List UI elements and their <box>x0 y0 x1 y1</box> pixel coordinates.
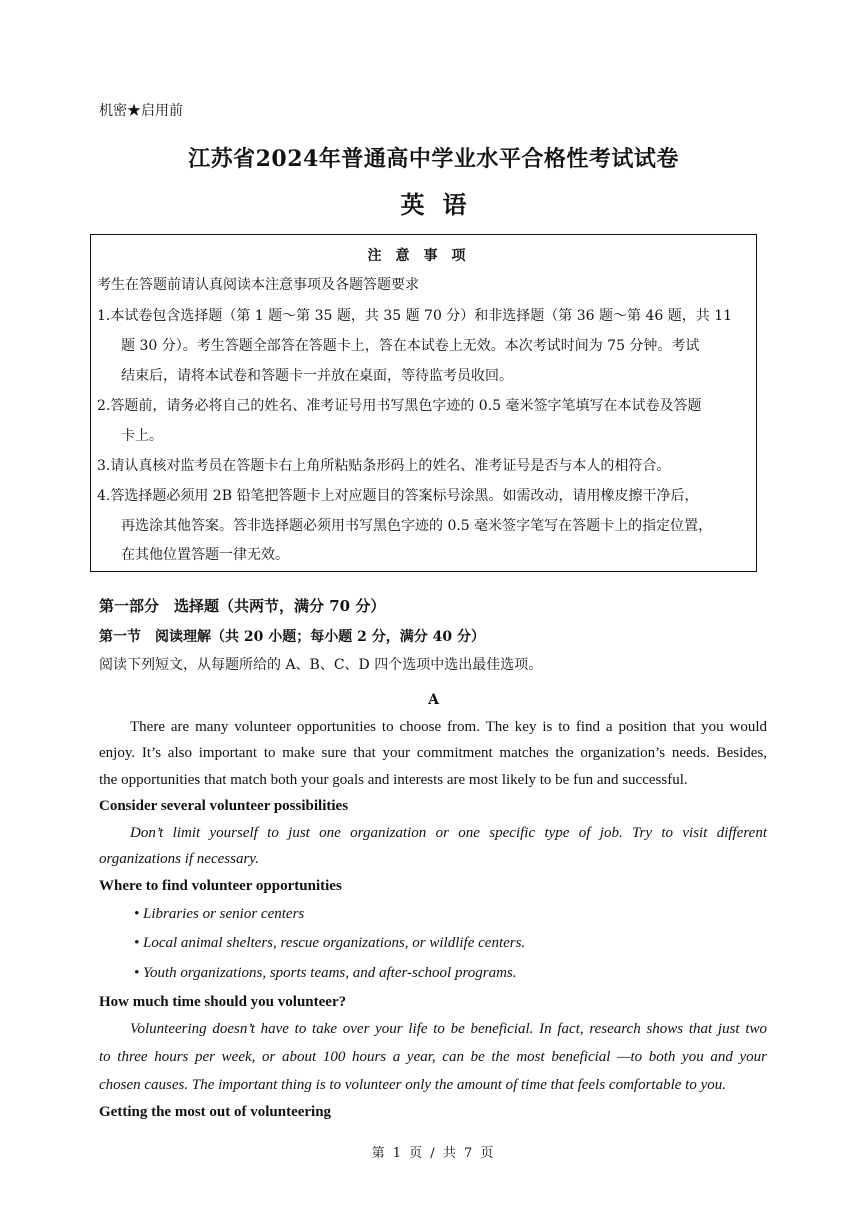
notice-line: 卡上。 <box>121 428 163 444</box>
passage-paragraph-line: enjoy. It’s also important to make sure that your commitment matches the organization’s needs. Besides, <box>99 745 767 761</box>
passage-paragraph-line: Don’t limit yourself to just one organization or one specific type of job. Try to visit different <box>130 825 767 841</box>
passage-subheading: Getting the most out of volunteering <box>99 1104 332 1120</box>
bullet-item: • Youth organizations, sports teams, and after-school programs. <box>134 965 517 981</box>
section-heading: 第一节 阅读理解（共 20 小题；每小题 2 分，满分 40 分） <box>99 629 485 645</box>
bullet-item: • Local animal shelters, rescue organizations, or wildlife centers. <box>134 935 526 951</box>
exam-title: 江苏省2024年普通高中学业水平合格性考试试卷 <box>188 146 679 172</box>
passage-paragraph-line: Volunteering doesn’t have to take over your life to be beneficial. In fact, research shows that just two <box>130 1021 767 1037</box>
notice-line: 1.本试卷包含选择题（第 1 题～第 35 题，共 35 题 70 分）和非选择题（第 36 题～第 46 题，共 11 <box>97 308 733 324</box>
passage-paragraph-line: There are many volunteer opportunities to choose from. The key is to find a position that you would <box>130 719 767 735</box>
passage-subheading: Where to find volunteer opportunities <box>99 878 342 894</box>
notice-line: 题 30 分）。考生答题全部答在答题卡上，答在本试卷上无效。本次考试时间为 75 分钟。考试 <box>121 338 700 354</box>
notice-line: 2.答题前，请务必将自己的姓名、准考证号用书写黑色字迹的 0.5 毫米签字笔填写在本试卷及答题 <box>97 398 702 414</box>
notice-box <box>90 234 757 572</box>
notice-title: 注意事项 <box>367 248 480 264</box>
notice-line: 3.请认真核对监考员在答题卡右上角所粘贴条形码上的姓名、准考证号是否与本人的相符合。 <box>97 458 671 474</box>
notice-line: 结束后，请将本试卷和答题卡一并放在桌面，等待监考员收回。 <box>121 368 513 384</box>
subject-title: 英语 <box>400 190 485 219</box>
notice-line: 再选涂其他答案。答非选择题必须用书写黑色字迹的 0.5 毫米签字笔写在答题卡上的指定位置， <box>121 518 713 534</box>
passage-paragraph-line: the opportunities that match both your goals and interests are most likely to be fun and successful. <box>99 772 688 788</box>
confidential-label: 机密★启用前 <box>99 103 183 119</box>
notice-line: 在其他位置答题一律无效。 <box>121 547 289 563</box>
notice-line: 4.答选择题必须用 2B 铅笔把答题卡上对应题目的答案标号涂黑。如需改动，请用橡皮擦干净后， <box>97 488 699 504</box>
passage-subheading: How much time should you volunteer? <box>99 994 347 1010</box>
passage-subheading: Consider several volunteer possibilities <box>99 798 349 814</box>
section-instruction: 阅读下列短文，从每题所给的 A、B、C、D 四个选项中选出最佳选项。 <box>99 657 543 673</box>
passage-paragraph-line: chosen causes. The important thing is to volunteer only the amount of time that feels comfortable to you. <box>99 1077 726 1093</box>
part-heading: 第一部分 选择题（共两节，满分 70 分） <box>99 597 386 615</box>
bullet-item: • Libraries or senior centers <box>134 906 305 922</box>
passage-paragraph-line: organizations if necessary. <box>99 851 259 867</box>
notice-line: 考生在答题前请认真阅读本注意事项及各题答题要求 <box>97 277 419 293</box>
passage-label: A <box>428 692 439 708</box>
passage-paragraph-line: to three hours per week, or about 100 hours a year, can be the most beneficial —to both you and your <box>99 1049 767 1065</box>
page-number: 第 1 页 / 共 7 页 <box>371 1146 496 1161</box>
